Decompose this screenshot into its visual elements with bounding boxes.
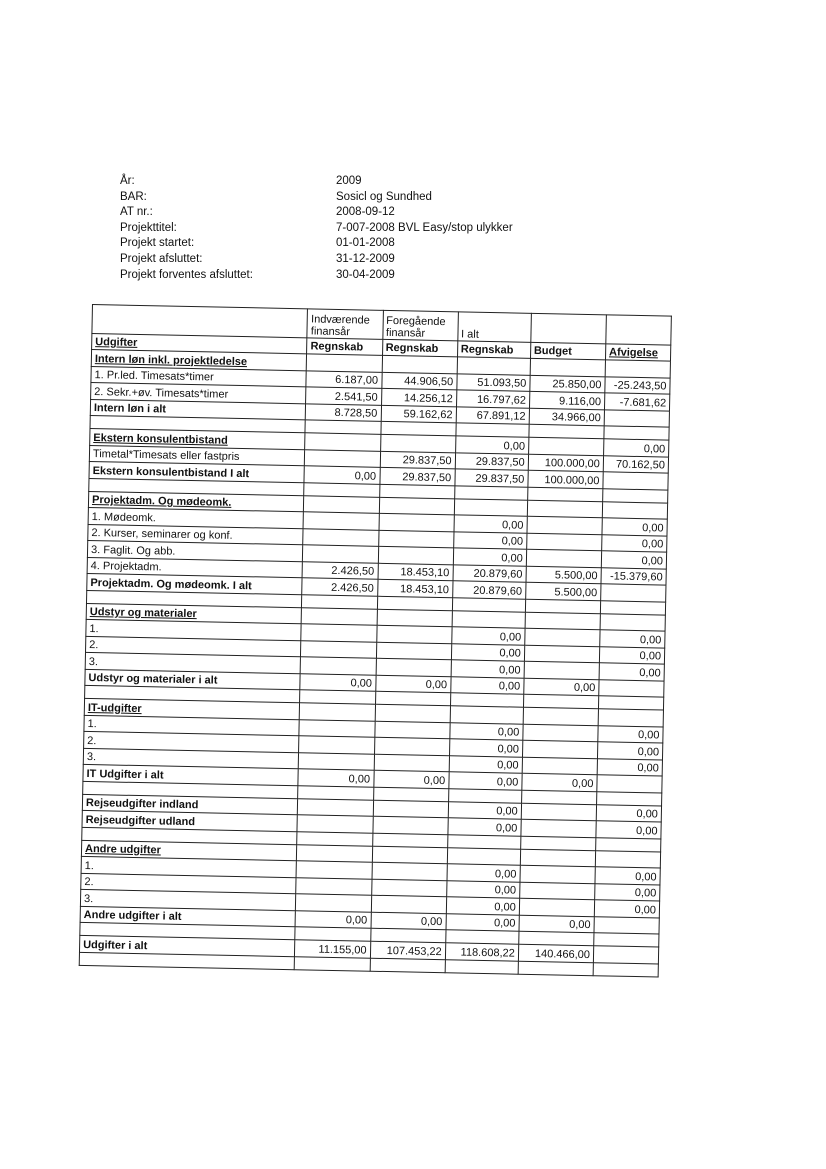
row-label: 3. <box>83 748 299 769</box>
value-cell <box>594 916 659 934</box>
value-cell: 0,00 <box>596 821 661 839</box>
header-cell: Budget <box>530 342 605 360</box>
value-cell <box>380 434 455 452</box>
value-cell <box>526 533 601 551</box>
value-cell <box>370 958 445 973</box>
row-label: 2. Sekr.+øv. Timesats*timer <box>91 382 307 403</box>
value-cell: 0,00 <box>599 646 664 664</box>
value-cell: 51.093,50 <box>457 373 530 391</box>
value-cell <box>522 740 597 758</box>
row-label: 4. Projektadm. <box>87 557 303 578</box>
meta-value: 31-12-2009 <box>336 252 395 265</box>
row-label: 1. <box>84 715 300 736</box>
value-cell: 0,00 <box>595 867 660 885</box>
value-cell <box>520 865 595 883</box>
value-cell <box>305 433 380 451</box>
meta-label: AT nr.: <box>120 206 153 219</box>
value-cell: 0,00 <box>596 804 661 822</box>
value-cell <box>296 894 371 912</box>
value-cell: 118.608,22 <box>445 943 518 961</box>
meta-row <box>120 252 600 268</box>
value-cell: 18.453,10 <box>377 579 452 597</box>
header-cell <box>92 305 308 338</box>
value-cell <box>597 775 662 793</box>
value-cell: 29.837,50 <box>380 451 455 469</box>
meta-row <box>120 221 600 237</box>
value-cell: 0,00 <box>601 551 666 569</box>
value-cell <box>521 819 596 837</box>
value-cell: 0,00 <box>375 675 450 693</box>
value-cell: 14.256,12 <box>381 388 456 406</box>
value-cell <box>595 850 660 868</box>
row-label: Projektadm. Og mødeomk. I alt <box>87 573 303 594</box>
value-cell <box>379 513 454 531</box>
row-label: 3. <box>85 652 301 673</box>
value-cell: 0,00 <box>595 883 660 901</box>
meta-label: Projekttitel: <box>120 221 177 234</box>
value-cell: 100.000,00 <box>528 470 603 488</box>
value-cell: -15.379,60 <box>601 567 666 585</box>
value-cell: 0,00 <box>594 900 659 918</box>
value-cell <box>520 849 595 867</box>
value-cell <box>378 530 453 548</box>
meta-value: 2009 <box>336 175 362 187</box>
value-cell <box>300 703 375 721</box>
value-cell <box>594 933 659 947</box>
value-cell <box>521 803 596 821</box>
row-label: Ekstern konsulentbistand <box>90 428 306 449</box>
meta-label: BAR: <box>120 190 147 203</box>
value-cell <box>378 546 453 564</box>
value-cell: 25.850,00 <box>530 375 605 393</box>
value-cell <box>602 501 667 519</box>
value-cell <box>450 706 523 724</box>
value-cell: 70.162,50 <box>603 455 668 473</box>
value-cell <box>519 882 594 900</box>
value-cell: 0,00 <box>450 676 523 694</box>
value-cell: 0,00 <box>371 912 446 930</box>
value-cell: 0,00 <box>446 897 519 915</box>
value-cell <box>376 625 451 643</box>
meta-value: 30-04-2009 <box>336 268 395 281</box>
meta-label: År: <box>120 175 135 187</box>
row-label: 2. <box>81 873 297 894</box>
value-cell: 5.500,00 <box>525 582 600 600</box>
value-cell: 0,00 <box>451 660 524 678</box>
value-cell: -7.681,62 <box>604 393 669 411</box>
row-label: 1. <box>86 619 302 640</box>
value-cell: 0,00 <box>597 758 662 776</box>
value-cell <box>522 757 597 775</box>
value-cell <box>376 642 451 660</box>
value-cell <box>518 961 593 976</box>
value-cell: 0,00 <box>449 739 522 757</box>
value-cell: 2.541,50 <box>306 387 381 405</box>
row-label: 3. <box>80 889 296 910</box>
row-label: 2. Kurser, seminarer og konf. <box>88 524 304 545</box>
value-cell: 0,00 <box>453 531 526 549</box>
header-cell: I alt <box>457 312 531 342</box>
meta-row <box>120 174 600 190</box>
header-cell: Afvigelse <box>605 344 670 361</box>
value-cell: 0,00 <box>300 673 375 691</box>
value-cell <box>519 898 594 916</box>
row-label: 2. <box>86 636 302 657</box>
value-cell: 0,00 <box>446 913 519 931</box>
header-cell: Indværende finansår <box>307 309 383 340</box>
value-cell <box>377 609 452 627</box>
meta-label: Projekt startet: <box>120 237 195 250</box>
value-cell: 0,00 <box>519 915 594 933</box>
value-cell <box>593 946 658 964</box>
value-cell <box>297 844 372 862</box>
value-cell: -25.243,50 <box>605 376 670 394</box>
value-cell: 0,00 <box>448 801 521 819</box>
row-label: Timetal*Timesats eller fastpris <box>89 445 305 466</box>
row-label: IT Udgifter i alt <box>83 764 299 785</box>
value-cell <box>296 861 371 879</box>
value-cell: 140.466,00 <box>518 944 593 962</box>
value-cell <box>527 500 602 518</box>
row-label: 1. Pr.led. Timesats*timer <box>91 366 307 387</box>
value-cell <box>303 545 378 563</box>
project-info-block <box>120 174 600 283</box>
value-cell <box>375 704 450 722</box>
value-cell <box>600 613 665 631</box>
value-cell <box>524 645 599 663</box>
row-label: Udstyr og materialer <box>86 603 302 624</box>
value-cell <box>372 816 447 834</box>
meta-row <box>120 268 600 284</box>
value-cell: 0,00 <box>304 466 379 484</box>
value-cell: 0,00 <box>599 663 664 681</box>
value-cell <box>523 707 598 725</box>
row-label: 3. Faglit. Og abb. <box>87 540 303 561</box>
value-cell: 0,00 <box>298 769 373 787</box>
header-cell: Regnskab <box>457 341 530 358</box>
value-cell: 29.837,50 <box>455 469 528 487</box>
row-label: 1. Mødeomk. <box>88 507 304 528</box>
meta-row <box>120 205 600 221</box>
row-label: Udgifter i alt <box>79 935 295 956</box>
value-cell: 0,00 <box>600 630 665 648</box>
value-cell <box>296 877 371 895</box>
meta-value: 7-007-2008 BVL Easy/stop ulykker <box>336 221 513 234</box>
value-cell <box>301 607 376 625</box>
value-cell <box>457 357 530 375</box>
value-cell: 0,00 <box>597 742 662 760</box>
value-cell <box>301 640 376 658</box>
row-label: IT-udgifter <box>84 698 300 719</box>
value-cell <box>298 798 373 816</box>
value-cell: 0,00 <box>447 864 520 882</box>
value-cell: 11.155,00 <box>295 940 370 958</box>
value-cell <box>601 584 666 602</box>
value-cell: 67.891,12 <box>456 406 529 424</box>
value-cell: 0,00 <box>602 518 667 536</box>
value-cell: 107.453,22 <box>370 941 445 959</box>
value-cell <box>303 512 378 530</box>
value-cell <box>604 426 669 440</box>
expense-table <box>79 304 672 977</box>
value-cell <box>371 879 446 897</box>
value-cell <box>596 791 661 805</box>
meta-label: Projekt forventes afsluttet: <box>120 268 253 281</box>
value-cell <box>598 709 663 727</box>
value-cell <box>382 355 457 373</box>
row-label: Rejseudgifter udland <box>82 810 298 831</box>
value-cell <box>603 472 668 490</box>
value-cell <box>525 628 600 646</box>
value-cell <box>596 837 661 851</box>
value-cell: 2.426,50 <box>302 561 377 579</box>
value-cell <box>454 498 527 516</box>
row-label: Ekstern konsulentbistand I alt <box>89 461 305 482</box>
value-cell <box>305 449 380 467</box>
value-cell: 0,00 <box>450 722 523 740</box>
value-cell: 0,00 <box>453 548 526 566</box>
value-cell: 0,00 <box>446 880 519 898</box>
value-cell: 0,00 <box>454 515 527 533</box>
value-cell: 0,00 <box>524 678 599 696</box>
value-cell <box>447 847 520 865</box>
value-cell <box>303 528 378 546</box>
value-cell <box>379 497 454 515</box>
value-cell <box>374 754 449 772</box>
value-cell <box>372 862 447 880</box>
row-label: 2. <box>84 731 300 752</box>
value-cell <box>301 624 376 642</box>
value-cell: 0,00 <box>448 818 521 836</box>
row-label: 1. <box>81 856 297 877</box>
value-cell: 100.000,00 <box>528 454 603 472</box>
value-cell: 0,00 <box>455 436 528 454</box>
meta-row <box>120 190 600 206</box>
meta-row <box>120 236 600 252</box>
value-cell <box>452 610 525 628</box>
value-cell <box>373 800 448 818</box>
header-cell <box>606 315 672 345</box>
value-cell: 16.797,62 <box>456 390 529 408</box>
value-cell <box>524 661 599 679</box>
value-cell: 8.728,50 <box>306 403 381 421</box>
meta-label: Projekt afsluttet: <box>120 252 203 265</box>
value-cell <box>371 895 446 913</box>
value-cell <box>307 354 382 372</box>
value-cell: 6.187,00 <box>306 370 381 388</box>
value-cell: 0,00 <box>449 755 522 773</box>
value-cell <box>604 409 669 427</box>
value-cell: 20.879,60 <box>453 564 526 582</box>
value-cell <box>295 956 370 971</box>
row-label: Rejseudgifter indland <box>82 794 298 815</box>
value-cell <box>603 488 668 502</box>
value-cell: 9.116,00 <box>529 391 604 409</box>
value-cell: 0,00 <box>604 439 669 457</box>
value-cell: 0,00 <box>598 725 663 743</box>
value-cell <box>374 737 449 755</box>
value-cell <box>304 495 379 513</box>
meta-value: 01-01-2008 <box>336 237 395 250</box>
meta-value: 2008-09-12 <box>336 206 395 219</box>
value-cell: 29.837,50 <box>455 452 528 470</box>
value-cell <box>526 549 601 567</box>
value-cell: 29.837,50 <box>379 467 454 485</box>
meta-value: Sosicl og Sundhed <box>336 190 432 203</box>
row-label: Andre udgifter i alt <box>80 906 296 927</box>
header-cell: Regnskab <box>382 339 457 357</box>
value-cell <box>528 437 603 455</box>
value-cell: 20.879,60 <box>452 581 525 599</box>
header-cell: Regnskab <box>307 338 382 356</box>
value-cell <box>593 962 658 976</box>
value-cell <box>372 846 447 864</box>
value-cell <box>300 657 375 675</box>
value-cell: 18.453,10 <box>378 563 453 581</box>
value-cell <box>525 612 600 630</box>
value-cell <box>598 696 663 710</box>
value-cell <box>523 724 598 742</box>
value-cell <box>600 600 665 614</box>
value-cell: 59.162,62 <box>381 405 456 423</box>
value-cell: 0,00 <box>602 534 667 552</box>
value-cell <box>605 360 670 378</box>
row-label: Intern løn inkl. projektledelse <box>91 350 307 371</box>
value-cell <box>530 358 605 376</box>
value-cell: 0,00 <box>451 643 524 661</box>
value-cell <box>376 658 451 676</box>
value-cell <box>445 959 518 973</box>
value-cell: 0,00 <box>373 770 448 788</box>
header-cell: Udgifter <box>92 334 308 354</box>
value-cell <box>374 721 449 739</box>
header-cell <box>531 313 607 344</box>
value-cell: 2.426,50 <box>302 578 377 596</box>
value-cell <box>299 719 374 737</box>
value-cell: 5.500,00 <box>526 566 601 584</box>
value-cell <box>299 736 374 754</box>
value-cell: 44.906,50 <box>381 372 456 390</box>
value-cell <box>599 679 664 697</box>
value-cell <box>299 752 374 770</box>
row-label: Andre udgifter <box>81 840 297 861</box>
row-label: Udstyr og materialer i alt <box>85 669 301 690</box>
header-cell: Foregående finansår <box>382 310 458 341</box>
value-cell <box>297 815 372 833</box>
value-cell: 0,00 <box>451 627 524 645</box>
value-cell: 0,00 <box>295 910 370 928</box>
row-label: Projektadm. Og mødeomk. <box>88 491 304 512</box>
expense-sheet <box>79 304 682 977</box>
row-label: Intern løn i alt <box>90 399 306 420</box>
value-cell <box>527 516 602 534</box>
value-cell: 34.966,00 <box>529 408 604 426</box>
value-cell: 0,00 <box>522 773 597 791</box>
value-cell: 0,00 <box>449 772 522 790</box>
